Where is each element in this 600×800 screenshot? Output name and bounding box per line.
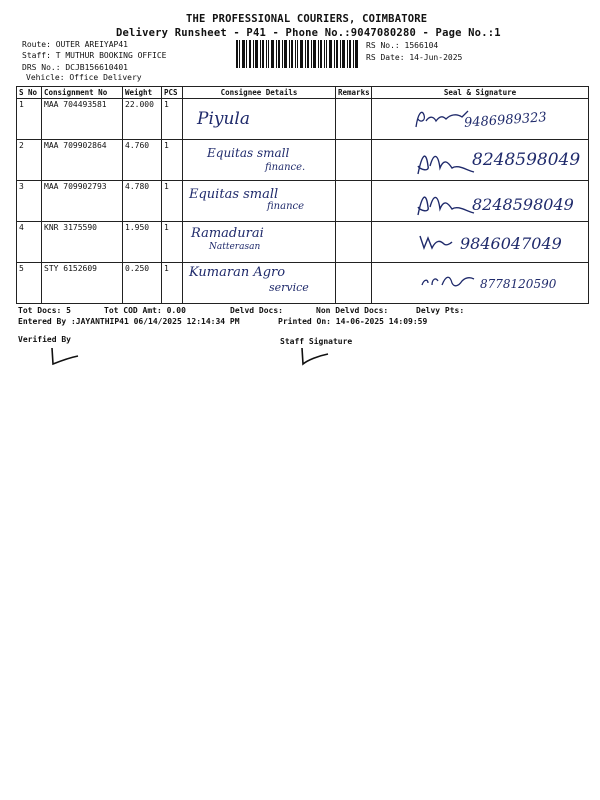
company-title: THE PROFESSIONAL COURIERS, COIMBATORE bbox=[186, 13, 428, 25]
cell-seal-signature bbox=[372, 263, 589, 304]
rs-date: RS Date: 14-Jun-2025 bbox=[366, 53, 463, 62]
consignee-handwriting: finance. bbox=[265, 162, 306, 173]
col-header-weight: Weight bbox=[123, 87, 162, 99]
cell-sno: 3 bbox=[17, 181, 42, 222]
table-header-row bbox=[17, 87, 589, 99]
runsheet-table bbox=[16, 86, 589, 304]
cell-pcs: 1 bbox=[162, 140, 183, 181]
drs-number: DRS No.: DCJB156610401 bbox=[22, 63, 128, 72]
cell-consignment: STY 6152609 bbox=[42, 263, 123, 304]
cell-pcs: 1 bbox=[162, 99, 183, 140]
table-row bbox=[17, 263, 589, 304]
cell-sno: 1 bbox=[17, 99, 42, 140]
entered-by: Entered By :JAYANTHIP41 06/14/2025 12:14:34 PM bbox=[18, 317, 240, 326]
staff-signature bbox=[296, 346, 330, 368]
col-header-remarks: Remarks bbox=[336, 87, 372, 99]
table-row bbox=[17, 140, 589, 181]
cell-weight: 4.760 bbox=[123, 140, 162, 181]
consignee-handwriting: Natterasan bbox=[209, 242, 261, 252]
table-row bbox=[17, 222, 589, 263]
consignee-handwriting: Equitas small bbox=[189, 187, 279, 202]
cell-seal-signature bbox=[372, 99, 589, 140]
cell-consignment: MAA 709902793 bbox=[42, 181, 123, 222]
cell-weight: 0.250 bbox=[123, 263, 162, 304]
route-text: Route: OUTER AREIYAP41 bbox=[22, 40, 128, 49]
col-header-pcs: PCS bbox=[162, 87, 183, 99]
cell-remarks bbox=[336, 140, 372, 181]
cell-consignment: MAA 704493581 bbox=[42, 99, 123, 140]
staff-text: Staff: T MUTHUR BOOKING OFFICE bbox=[22, 51, 167, 60]
signature-scribble bbox=[418, 269, 478, 291]
cell-consignee bbox=[183, 140, 336, 181]
cell-remarks bbox=[336, 181, 372, 222]
cell-pcs: 1 bbox=[162, 222, 183, 263]
cell-weight: 4.780 bbox=[123, 181, 162, 222]
tot-cod-amount: Tot COD Amt: 0.00 bbox=[104, 306, 186, 315]
table-row bbox=[17, 181, 589, 222]
col-header-seal-signature: Seal & Signature bbox=[372, 87, 589, 99]
runsheet-title: Delivery Runsheet - P41 - Phone No.:9047080280 - Page No.:1 bbox=[116, 27, 501, 39]
cell-sno: 2 bbox=[17, 140, 42, 181]
cell-seal-signature bbox=[372, 222, 589, 263]
rs-number: RS No.: 1566104 bbox=[366, 41, 439, 50]
cell-remarks bbox=[336, 222, 372, 263]
delvy-pts: Delvy Pts: bbox=[416, 306, 465, 315]
cell-consignment: MAA 709902864 bbox=[42, 140, 123, 181]
cell-consignee bbox=[183, 181, 336, 222]
cell-consignment: KNR 3175590 bbox=[42, 222, 123, 263]
col-header-consignee: Consignee Details bbox=[183, 87, 336, 99]
col-header-sno: S No bbox=[17, 87, 42, 99]
printed-on: Printed On: 14-06-2025 14:09:59 bbox=[278, 317, 428, 326]
cell-seal-signature bbox=[372, 181, 589, 222]
signature-phone: 8248598049 bbox=[472, 195, 574, 214]
consignee-handwriting: Piyula bbox=[197, 109, 251, 129]
signature-phone: 9846047049 bbox=[460, 234, 562, 253]
vehicle-text: Vehicle: Office Delivery bbox=[26, 73, 142, 82]
cell-weight: 1.950 bbox=[123, 222, 162, 263]
cell-consignee bbox=[183, 222, 336, 263]
consignee-handwriting: Kumaran Agro bbox=[189, 265, 286, 280]
cell-pcs: 1 bbox=[162, 263, 183, 304]
cell-consignee bbox=[183, 99, 336, 140]
tot-docs: Tot Docs: 5 bbox=[18, 306, 71, 315]
verified-by-label: Verified By bbox=[18, 335, 71, 344]
cell-pcs: 1 bbox=[162, 181, 183, 222]
signature-phone: 8778120590 bbox=[480, 277, 557, 291]
consignee-handwriting: Ramadurai bbox=[191, 226, 264, 241]
cell-remarks bbox=[336, 263, 372, 304]
cell-sno: 5 bbox=[17, 263, 42, 304]
barcode-image bbox=[236, 40, 358, 68]
consignee-handwriting: finance bbox=[267, 201, 305, 212]
cell-seal-signature bbox=[372, 140, 589, 181]
consignee-handwriting: Equitas small bbox=[207, 146, 290, 160]
col-header-consignment: Consignment No bbox=[42, 87, 123, 99]
delvd-docs: Delvd Docs: bbox=[230, 306, 283, 315]
cell-remarks bbox=[336, 99, 372, 140]
cell-consignee bbox=[183, 263, 336, 304]
consignee-handwriting: service bbox=[269, 281, 309, 294]
non-delvd-docs: Non Delvd Docs: bbox=[316, 306, 389, 315]
signature-phone: 9486989323 bbox=[463, 110, 548, 131]
cell-weight: 22.000 bbox=[123, 99, 162, 140]
staff-signature-label: Staff Signature bbox=[280, 337, 353, 346]
signature-phone: 8248598049 bbox=[472, 150, 581, 170]
table-row bbox=[17, 99, 589, 140]
signature-scribble bbox=[416, 230, 456, 252]
cell-sno: 4 bbox=[17, 222, 42, 263]
verified-signature bbox=[48, 346, 82, 368]
